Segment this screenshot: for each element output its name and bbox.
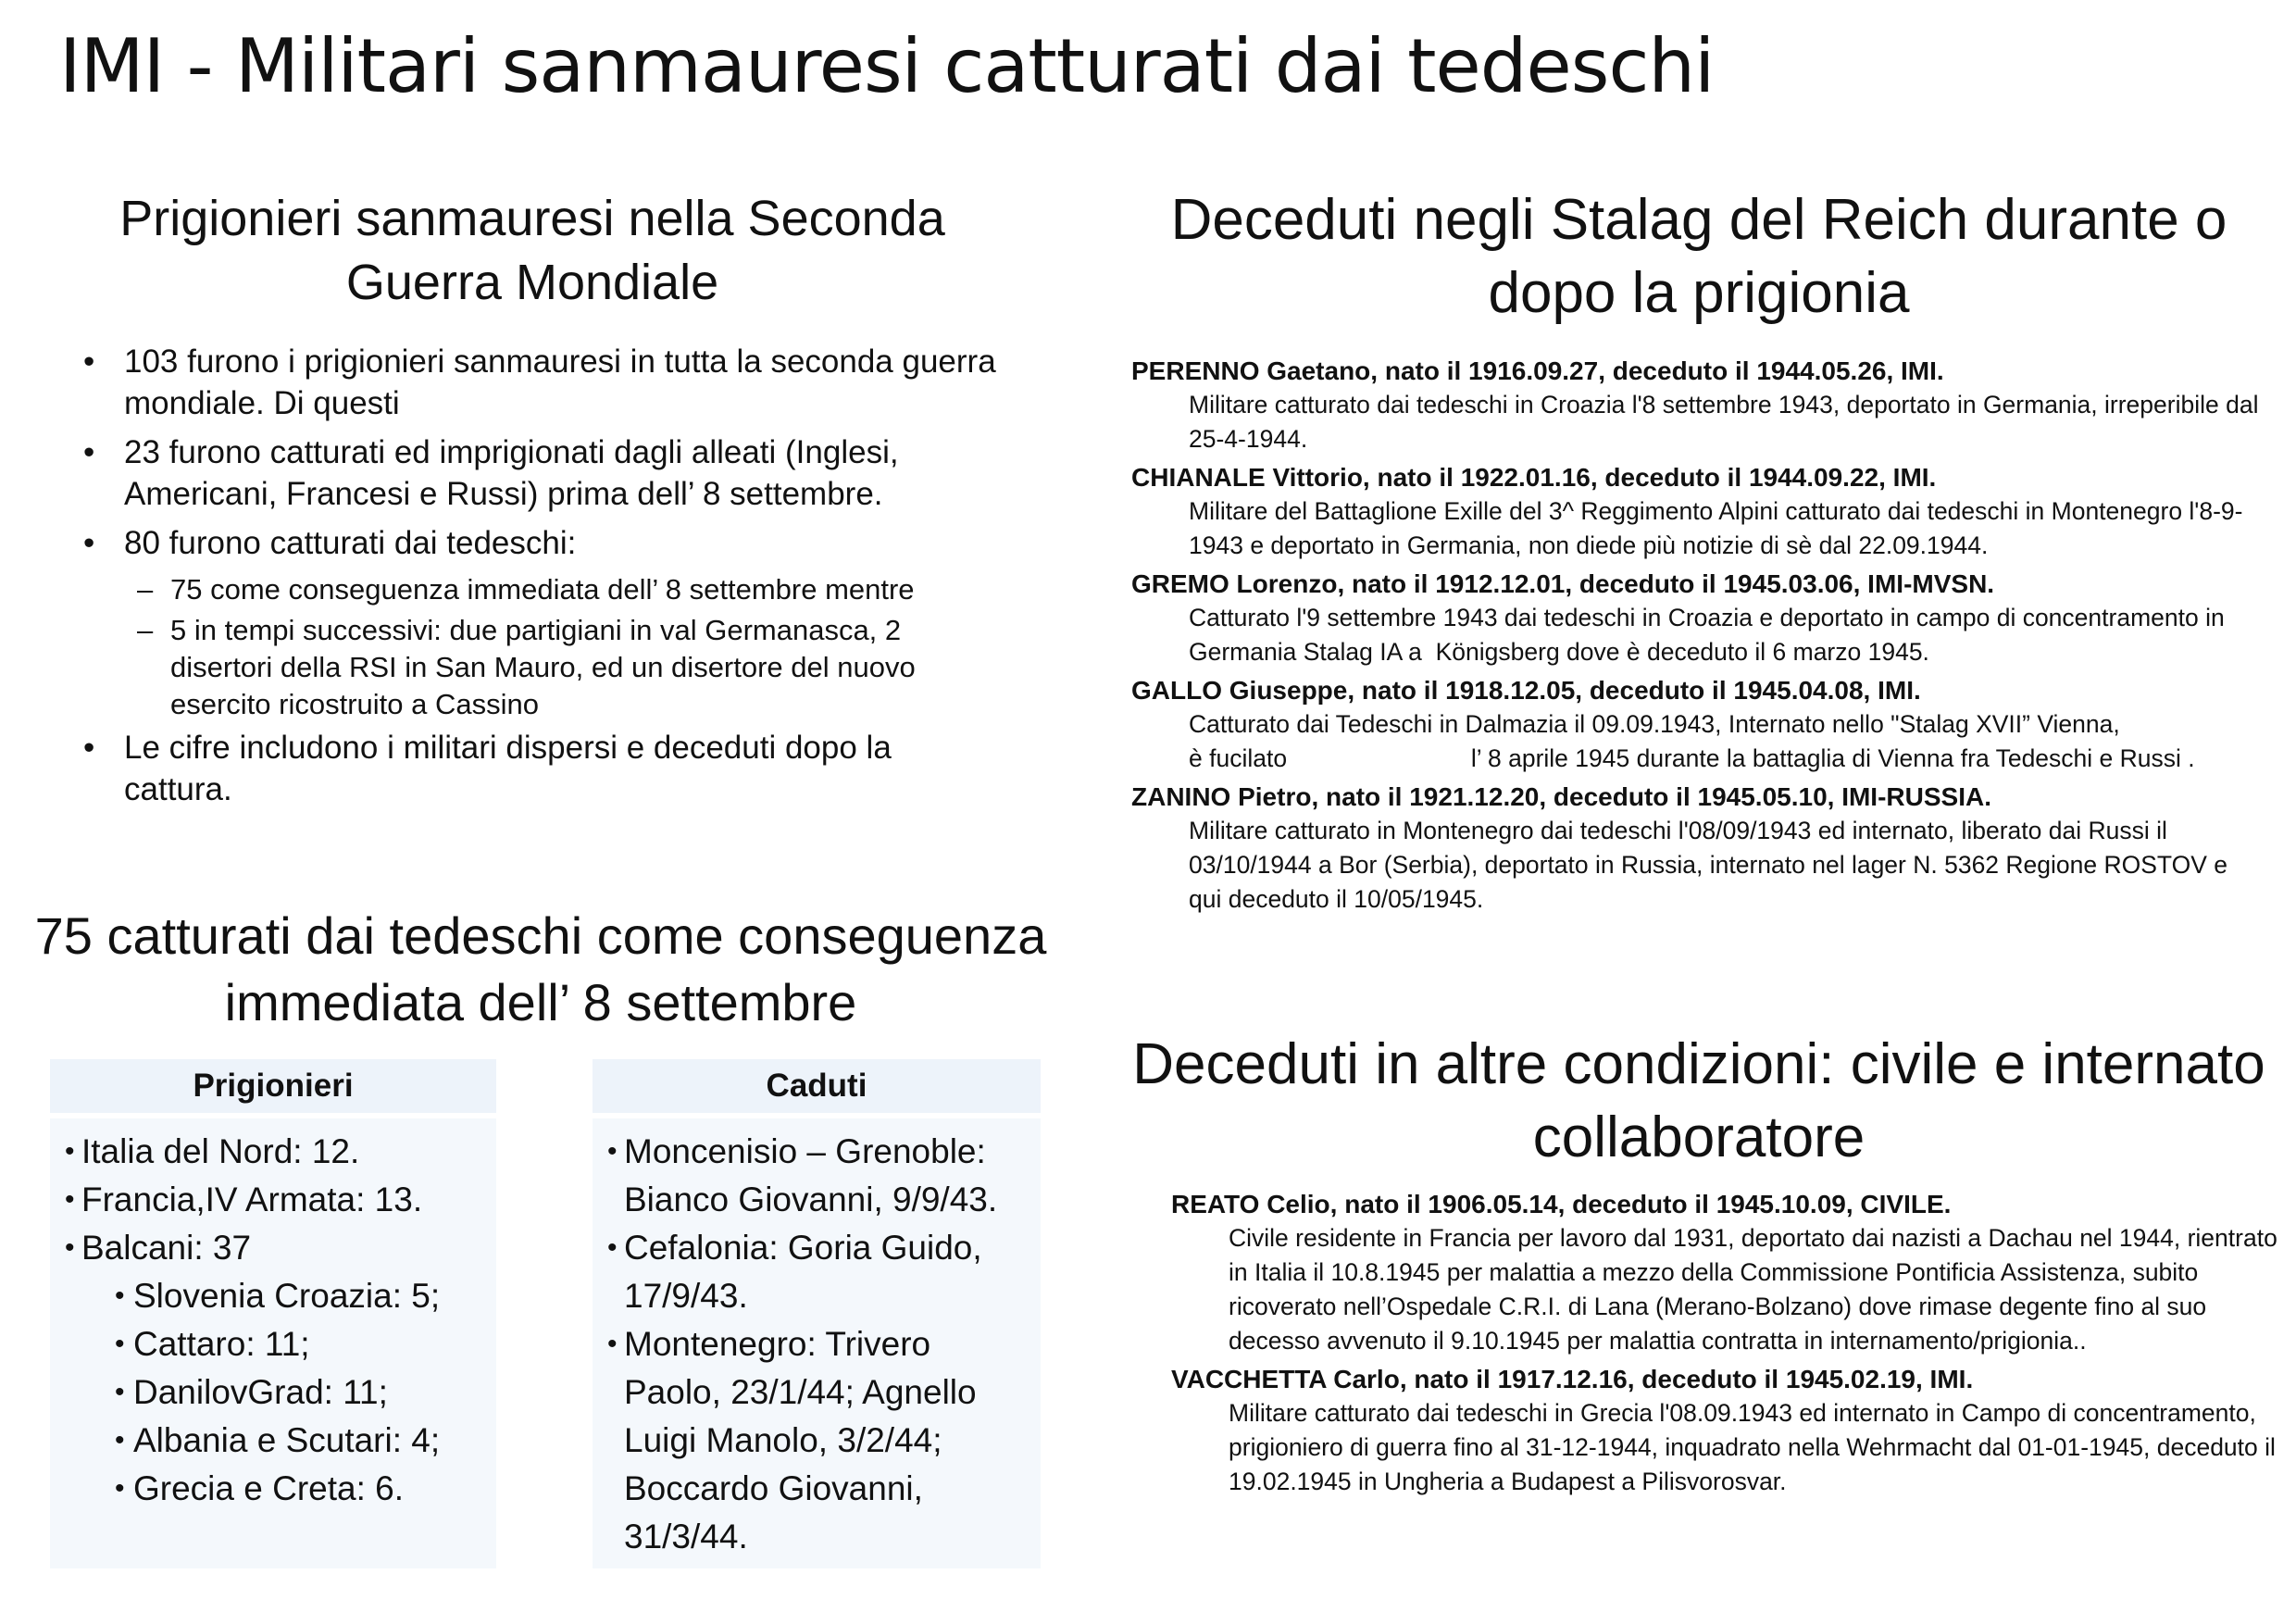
list-sub-item: • Cattaro: 11;	[61, 1320, 485, 1368]
entry-name: PERENNO Gaetano, nato il 1916.09.27, deceduto il 1944.05.26, IMI.	[1131, 356, 1944, 385]
entry-name: VACCHETTA Carlo, nato il 1917.12.16, deceduto il 1945.02.19, IMI.	[1171, 1365, 1974, 1393]
sub-bullet-later: – 5 in tempi successivi: due partigiani in val Germanasca, 2 disertori della RSI in San Mauro, ed un disertore del nuovo esercito ricostruito a Cassino	[67, 612, 1002, 723]
entry-name: ZANINO Pietro, nato il 1921.12.20, deceduto il 1945.05.10, IMI-RUSSIA.	[1131, 782, 1991, 811]
bullet-total: • 103 furono i prigionieri sanmauresi in tutta la seconda guerra mondiale. Di questi	[67, 341, 1002, 424]
list-item: • Italia del Nord: 12.	[61, 1128, 485, 1176]
caduti-column	[593, 1059, 1041, 1568]
prisoners-bullet-list	[67, 341, 1002, 818]
page-title: IMI - Militari sanmauresi catturati dai tedeschi	[59, 23, 1715, 109]
entry-name: GALLO Giuseppe, nato il 1918.12.05, deceduto il 1945.04.08, IMI.	[1131, 676, 1921, 705]
entry-name: GREMO Lorenzo, nato il 1912.12.01, deceduto il 1945.03.06, IMI-MVSN.	[1131, 569, 1995, 598]
entry-description: Civile residente in Francia per lavoro dal 1931, deportato dai nazisti a Dachau nel 1944, rientrato in Italia il 10.8.1945 per malattia a mezzo della Commissione Pontificia Assistenza, subito ricoverato nell’Ospedale C.R.I. di Lana (Merano-Bolzano) dove rimase degente fino al suo decesso avvenuto il 9.10.1945 per malattia contratta in internamento/prigionia..	[1229, 1224, 2285, 1355]
list-sub-item: • Grecia e Creta: 6.	[61, 1465, 485, 1513]
list-item: • Balcani: 37	[61, 1224, 485, 1272]
prisoners-heading: Prigionieri sanmauresi nella Seconda Guerra Mondiale	[119, 191, 945, 311]
prigionieri-header: Prigionieri	[50, 1059, 496, 1118]
other-entries	[1171, 1187, 2285, 1503]
list-item: • Cefalonia: Goria Guido, 17/9/43.	[604, 1224, 1029, 1320]
entry-description: Militare catturato dai tedeschi in Croazia l'8 settembre 1943, deportato in Germania, irreperibile dal 25-4-1944.	[1189, 391, 2265, 453]
death-entry	[1131, 673, 2261, 776]
prigionieri-column	[50, 1059, 496, 1568]
entry-name: CHIANALE Vittorio, nato il 1922.01.16, deceduto il 1944.09.22, IMI.	[1131, 463, 1937, 492]
bullet-note: • Le cifre includono i militari dispersi e deceduti dopo la cattura.	[67, 727, 1002, 810]
death-entry	[1171, 1187, 2285, 1358]
caduti-list	[593, 1118, 1041, 1561]
list-sub-item: • Slovenia Croazia: 5;	[61, 1272, 485, 1320]
captured-heading: 75 catturati dai tedeschi come conseguenza immediata dell’ 8 settembre	[34, 906, 1047, 1031]
entry-description: Militare catturato in Montenegro dai tedeschi l'08/09/1943 ed internato, liberato dai Russi il 03/10/1944 a Bor (Serbia), deportato in Russia, internato nel lager N. 5362 Regione ROSTOV e qui deceduto il 10/05/1945.	[1189, 817, 2235, 913]
list-item: • Moncenisio – Grenoble: Bianco Giovanni, 9/9/43.	[604, 1128, 1029, 1224]
other-conditions-heading: Deceduti in altre condizioni: civile e internato collaboratore	[1132, 1032, 2265, 1170]
stalag-heading: Deceduti negli Stalag del Reich durante o dopo la prigionia	[1170, 188, 2227, 326]
entry-description: Catturato dai Tedeschi in Dalmazia il 09.09.1943, Internato nello "Stalag XVII” Vienna, è fucilato l’ 8 aprile 1945 durante la battaglia di Vienna fra Tedeschi e Russi .	[1189, 710, 2195, 772]
list-sub-item: • DanilovGrad: 11;	[61, 1368, 485, 1417]
death-entry	[1131, 567, 2261, 669]
bullet-allies: • 23 furono catturati ed imprigionati dagli alleati (Inglesi, Americani, Francesi e Russi) prima dell’ 8 settembre.	[67, 431, 1002, 515]
death-entry	[1131, 780, 2261, 917]
sub-bullet-immediate: – 75 come conseguenza immediata dell’ 8 settembre mentre	[67, 571, 1002, 608]
entry-description: Catturato l'9 settembre 1943 dai tedeschi in Croazia e deportato in campo di concentramento in Germania Stalag IA a Königsberg dove è deceduto il 6 marzo 1945.	[1189, 604, 2232, 666]
caduti-header: Caduti	[593, 1059, 1041, 1118]
entry-description: Militare catturato dai tedeschi in Grecia l'08.09.1943 ed internato in Campo di concentramento, prigioniero di guerra fino al 31-12-1944, inquadrato nella Wehrmacht dal 01-01-1945, deceduto il 19.02.1945 in Ungheria a Budapest a Pilisvorosvar.	[1229, 1399, 2283, 1495]
entry-description: Militare del Battaglione Exille del 3^ Reggimento Alpini catturato dai tedeschi in Montenegro l'8-9-1943 e deportato in Germania, non diede più notizie di sè dal 22.09.1944.	[1189, 497, 2243, 559]
death-entry	[1131, 354, 2265, 456]
list-item: • Francia,IV Armata: 13.	[61, 1176, 485, 1224]
list-item: • Montenegro: Trivero Paolo, 23/1/44; Agnello Luigi Manolo, 3/2/44; Boccardo Giovanni, 31/3/44.	[604, 1320, 1029, 1561]
death-entry	[1131, 460, 2261, 563]
stalag-entries	[1131, 354, 2265, 920]
list-sub-item: • Albania e Scutari: 4;	[61, 1417, 485, 1465]
death-entry	[1171, 1362, 2282, 1499]
prigionieri-list	[50, 1118, 496, 1513]
bullet-germans: • 80 furono catturati dai tedeschi:	[67, 522, 1002, 564]
entry-name: REATO Celio, nato il 1906.05.14, deceduto il 1945.10.09, CIVILE.	[1171, 1190, 1952, 1218]
